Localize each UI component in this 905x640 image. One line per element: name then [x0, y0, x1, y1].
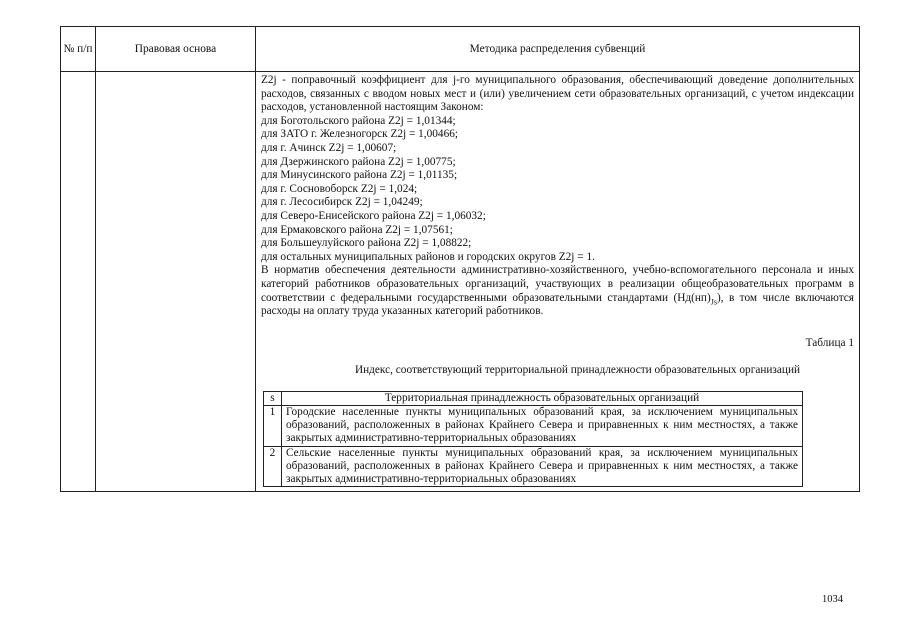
methodology-table [60, 26, 860, 492]
table-label: Таблица 1 [805, 336, 854, 349]
inner-row-index: 1 [264, 406, 282, 447]
header-legal-basis: Правовая основа [96, 27, 256, 72]
coefficient-item: для Боготольского района Z2j = 1,01344; [261, 114, 456, 127]
table-title: Индекс, соответствующий территориальной принадлежности образовательных организаций [354, 364, 801, 377]
inner-header-s: s [264, 391, 282, 405]
coefficient-item: для Дзержинского района Z2j = 1,00775; [261, 155, 456, 168]
coefficient-item: для г. Сосновоборск Z2j = 1,024; [261, 182, 418, 195]
normative-text-tail: ), в том числе включаются расходы на оплату труда указанных категорий работников. [261, 291, 854, 318]
coefficient-item: для г. Лесосибирск Z2j = 1,04249; [261, 196, 423, 209]
coefficient-item: для Минусинского района Z2j = 1,01135; [261, 169, 458, 182]
coefficient-description: Z2j - поправочный коэффициент для j-го муниципального образования, обеспечивающий доведение дополнительных расходов, связанных с вводом новых мест и (или) увеличением сети образовательных организаций, с учетом индексации расходов, установленной настоящим Законом: [261, 74, 854, 114]
normative-text: В норматив обеспечения деятельности административно-хозяйственного, учебно-вспомогательного персонала и иных категорий работников образовательных организаций, участвующих в реализации общеобразовательных программ в соответствии с федеральными государственными образовательными стандартами (Нд(нп) [261, 264, 854, 304]
coefficient-item: для Большеулуйского района Z2j = 1,08822; [261, 237, 472, 250]
inner-table-row [264, 406, 803, 447]
coefficient-item: для остальных муниципальных районов и городских округов Z2j = 1. [261, 250, 595, 263]
methodology-cell [256, 72, 860, 492]
page-number: 1034 [822, 594, 843, 605]
coefficient-item: для Северо-Енисейского района Z2j = 1,06032; [261, 209, 486, 222]
coefficient-list [261, 115, 854, 265]
inner-table-row [264, 446, 803, 487]
inner-header-description: Территориальная принадлежность образовательных организаций [282, 391, 803, 405]
coefficient-item: для Ермаковского района Z2j = 1,07561; [261, 223, 453, 236]
normative-subscript: Js [710, 296, 717, 306]
inner-table-header [264, 391, 803, 405]
inner-row-index: 2 [264, 446, 282, 487]
inner-row-text: Сельские населенные пункты муниципальных образований края, за исключением муниципальных образований, расположенных в районах Крайнего Севера и приравненных к ним местностях, а также закрытых административно-территориальных образованиях [282, 446, 803, 487]
table-header-row [61, 27, 860, 72]
coefficient-item: для ЗАТО г. Железногорск Z2j = 1,00466; [261, 128, 459, 141]
number-cell [61, 72, 96, 492]
coefficient-item: для г. Ачинск Z2j = 1,00607; [261, 141, 397, 154]
table-row [61, 72, 860, 492]
normative-paragraph [261, 264, 854, 318]
header-methodology: Методика распределения субвенций [256, 27, 860, 72]
legal-basis-cell [96, 72, 256, 492]
inner-row-text: Городские населенные пункты муниципальных образований края, за исключением муниципальных образований, расположенных в районах Крайнего Севера и приравненных к ним местностях, а также закрытых административно-территориальных образованиях [282, 406, 803, 447]
header-number: № п/п [61, 27, 96, 72]
territorial-index-table [263, 391, 803, 487]
